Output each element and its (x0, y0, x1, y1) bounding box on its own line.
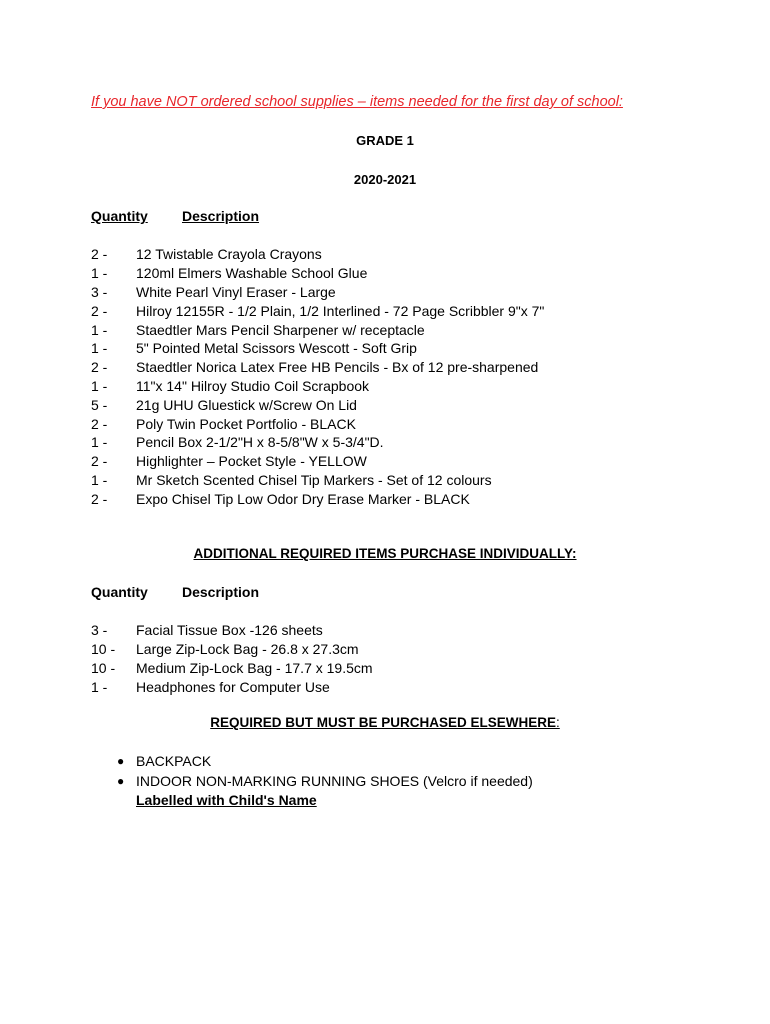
purchase-elsewhere-title-text: REQUIRED BUT MUST BE PURCHASED ELSEWHERE (210, 715, 556, 730)
item-description: Staedtler Norica Latex Free HB Pencils - Bx of 12 pre-sharpened (136, 359, 539, 376)
item-description: White Pearl Vinyl Eraser - Large (136, 283, 336, 300)
list-item (91, 377, 544, 396)
item-quantity: 1 - (91, 377, 108, 394)
list-item (91, 452, 544, 471)
item-quantity: 2 - (91, 246, 108, 263)
item-description: 12 Twistable Crayola Crayons (136, 246, 322, 263)
item-description: Highlighter – Pocket Style - YELLOW (136, 453, 367, 470)
list-item (91, 489, 544, 508)
order-notice: If you have NOT ordered school supplies – items needed for the first day of school: (91, 94, 623, 110)
list-item (91, 339, 544, 358)
item-quantity: 3 - (91, 622, 108, 639)
item-quantity: 2 - (91, 302, 108, 319)
item-description: 5" Pointed Metal Scissors Wescott - Soft Grip (136, 340, 417, 357)
item-quantity: 1 - (91, 678, 108, 695)
item-quantity: 2 - (91, 415, 108, 432)
title-colon: : (556, 715, 560, 730)
bullet-icon: ● (117, 754, 125, 768)
list-item (91, 414, 544, 433)
item-description: Mr Sketch Scented Chisel Tip Markers - Set of 12 colours (136, 471, 492, 488)
grade-title: GRADE 1 (356, 133, 414, 148)
item-description: 120ml Elmers Washable School Glue (136, 265, 368, 282)
list-item (91, 433, 544, 452)
school-year: 2020-2021 (353, 172, 417, 187)
list-item (91, 471, 544, 490)
quantity-header: Quantity (91, 584, 148, 600)
item-description: Headphones for Computer Use (136, 678, 330, 695)
item-quantity: 1 - (91, 434, 108, 451)
list-item (91, 245, 544, 264)
item-quantity: 5 - (91, 396, 108, 413)
list-item (91, 659, 373, 678)
item-quantity: 2 - (91, 453, 108, 470)
description-header: Description (182, 584, 260, 600)
item-description: 11"x 14" Hilroy Studio Coil Scrapbook (136, 377, 370, 394)
list-item (91, 358, 544, 377)
item-quantity: 2 - (91, 359, 108, 376)
list-item (91, 395, 544, 414)
list-item (117, 771, 533, 791)
item-quantity: 1 - (91, 471, 108, 488)
list-item (91, 677, 373, 696)
item-description: Poly Twin Pocket Portfolio - BLACK (136, 415, 356, 432)
list-item (91, 283, 544, 302)
label-note: Labelled with Child's Name (136, 792, 317, 808)
item-quantity: 3 - (91, 283, 108, 300)
item-description: BACKPACK (136, 753, 212, 769)
description-header: Description (182, 208, 260, 224)
additional-items-title: ADDITIONAL REQUIRED ITEMS PURCHASE INDIVIDUALLY: (193, 546, 577, 561)
list-item (91, 640, 373, 659)
item-description: Large Zip-Lock Bag - 26.8 x 27.3cm (136, 641, 359, 658)
item-quantity: 10 - (91, 641, 116, 658)
item-description: Medium Zip-Lock Bag - 17.7 x 19.5cm (136, 659, 373, 676)
bullet-icon: ● (117, 774, 125, 788)
item-description: Expo Chisel Tip Low Odor Dry Erase Marker - BLACK (136, 490, 470, 507)
item-description: Facial Tissue Box -126 sheets (136, 622, 323, 639)
list-item (117, 751, 533, 771)
item-quantity: 1 - (91, 265, 108, 282)
purchase-elsewhere-title (0, 715, 770, 730)
list-item (91, 621, 373, 640)
item-quantity: 10 - (91, 659, 116, 676)
item-quantity: 2 - (91, 490, 108, 507)
item-description: Staedtler Mars Pencil Sharpener w/ receptacle (136, 321, 425, 338)
supplies-list (91, 245, 544, 508)
elsewhere-list (117, 751, 533, 791)
item-quantity: 1 - (91, 340, 108, 357)
list-item (91, 301, 544, 320)
item-description: Pencil Box 2-1/2"H x 8-5/8"W x 5-3/4"D. (136, 434, 384, 451)
additional-items-list (91, 621, 373, 696)
list-item (91, 264, 544, 283)
item-description: Hilroy 12155R - 1/2 Plain, 1/2 Interlined - 72 Page Scribbler 9"x 7" (136, 302, 545, 319)
list-item (91, 320, 544, 339)
item-description: 21g UHU Gluestick w/Screw On Lid (136, 396, 357, 413)
item-description: INDOOR NON-MARKING RUNNING SHOES (Velcro if needed) (136, 773, 533, 789)
item-quantity: 1 - (91, 321, 108, 338)
quantity-header: Quantity (91, 208, 148, 224)
